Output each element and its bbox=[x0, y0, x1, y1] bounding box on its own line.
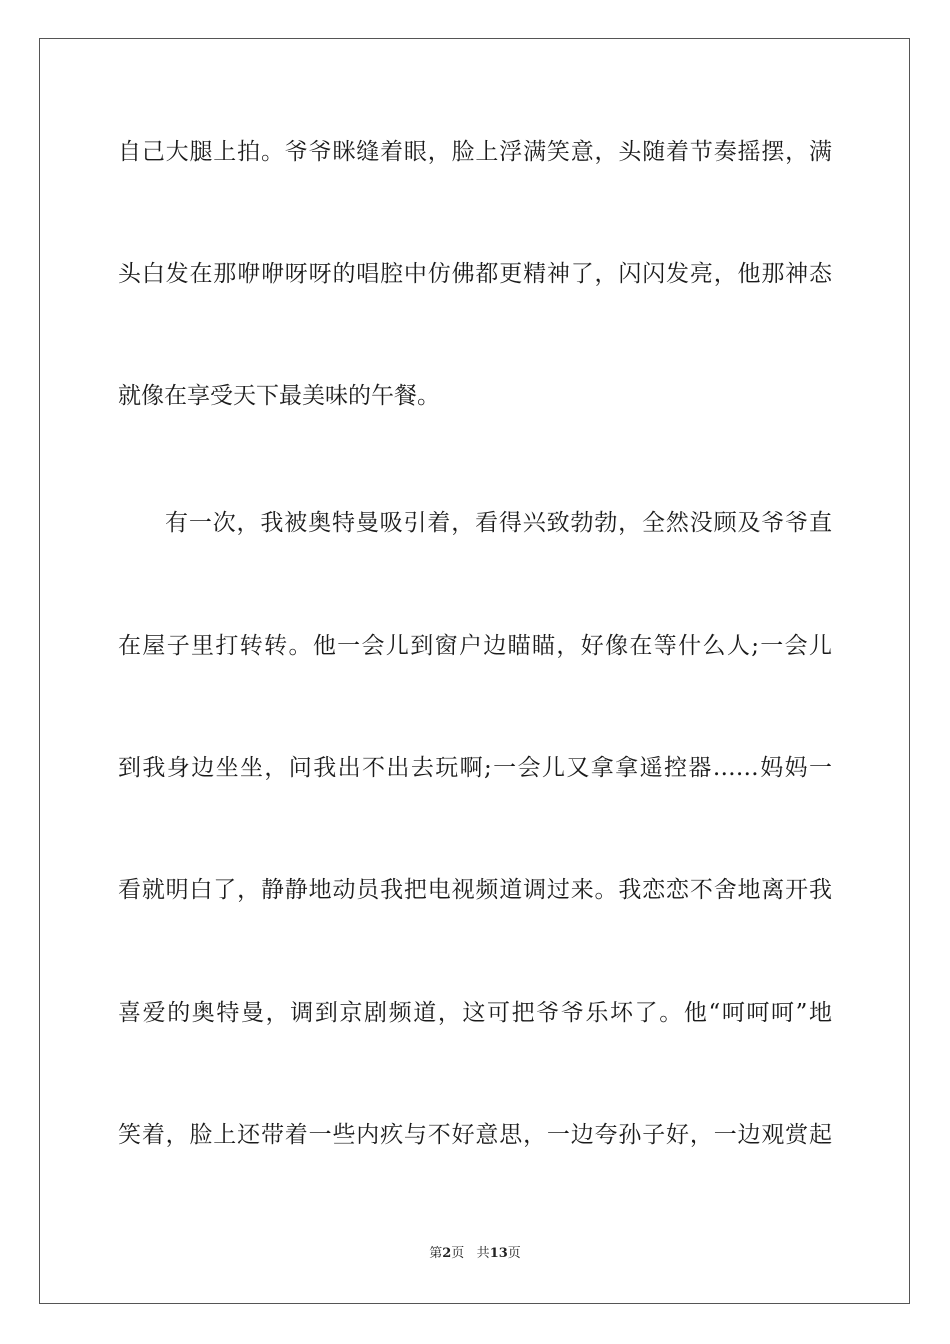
page-border bbox=[39, 38, 910, 1304]
page-number: 2 bbox=[442, 1246, 452, 1261]
total-pages: 13 bbox=[489, 1246, 508, 1261]
body-text-line-9: 笑着，脸上还带着一些内疚与不好意思，一边夸孙子好，一边观赏起 bbox=[118, 1122, 832, 1148]
body-text-line-8: 喜爱的奥特曼，调到京剧频道，这可把爷爷乐坏了。他“呵呵呵”地 bbox=[118, 1000, 832, 1026]
page-label-prefix: 第 bbox=[429, 1246, 443, 1261]
body-text-line-7: 看就明白了，静静地动员我把电视频道调过来。我恋恋不舍地离开我 bbox=[118, 877, 832, 903]
body-text-line-1: 自己大腿上拍。爷爷眯缝着眼，脸上浮满笑意，头随着节奏摇摆，满 bbox=[118, 139, 832, 165]
body-text-line-4: 有一次，我被奥特曼吸引着，看得兴致勃勃，全然没顾及爷爷直 bbox=[165, 510, 832, 536]
body-text-line-5: 在屋子里打转转。他一会儿到窗户边瞄瞄，好像在等什么人;一会儿 bbox=[118, 633, 832, 659]
body-text-line-3: 就像在享受天下最美味的午餐。 bbox=[118, 383, 440, 409]
page-footer bbox=[0, 1246, 950, 1262]
page-label-suffix: 页 bbox=[451, 1246, 465, 1261]
body-text-line-2: 头白发在那咿咿呀呀的唱腔中仿佛都更精神了，闪闪发亮，他那神态 bbox=[118, 261, 832, 287]
total-label-prefix: 共 bbox=[476, 1246, 490, 1261]
body-text-line-6: 到我身边坐坐，问我出不出去玩啊;一会儿又拿拿遥控器……妈妈一 bbox=[118, 755, 832, 781]
total-label-suffix: 页 bbox=[507, 1246, 521, 1261]
